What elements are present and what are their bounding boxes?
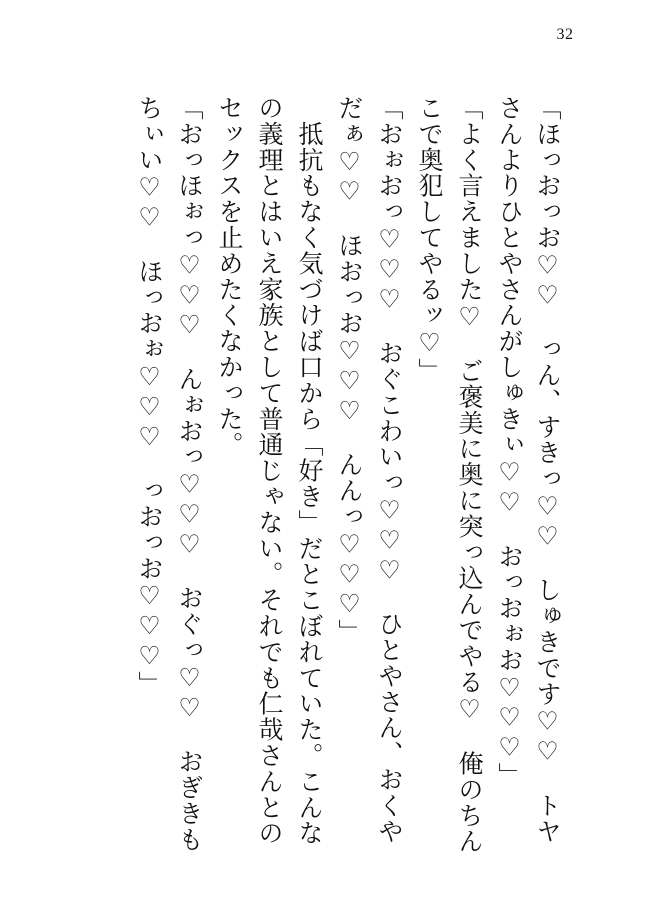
text-column: 抵抗もなく気づけば口から「好き」だとこぼれていた。こんな bbox=[295, 95, 324, 847]
text-column: セックスを止めたくなかった。 bbox=[215, 95, 244, 458]
page-number: 32 bbox=[556, 26, 574, 43]
text-column: の義理とはいえ家族として普通じゃない。それでも仁哉さんとの bbox=[255, 95, 284, 847]
text-column: だぁ♡♡ ほおっお♡♡♡ んんっ♡♡♡」 bbox=[335, 95, 364, 645]
text-column: 「よく言えました♡ ご褒美に奥に突っ込んでやる♡ 俺のちん bbox=[455, 95, 484, 855]
text-column: 「おぉおっ♡♡♡ おぐこわいっ♡♡♡ ひとやさん、おくや bbox=[375, 95, 404, 845]
text-column: さんよりひとやさんがしゅきぃ♡♡ おっおぉお♡♡♡」 bbox=[495, 95, 524, 789]
text-column: こで奥犯してやるッ♡」 bbox=[415, 95, 444, 384]
text-column: 「おっほぉっ♡♡♡ んぉおっ♡♡♡ おぐっ♡♡ おぎきも bbox=[175, 95, 204, 853]
text-column: 「ほっおっお♡♡ っん、すきっ♡♡ しゅきです♡♡ トヤ bbox=[533, 95, 562, 845]
text-column: ちぃい♡♡ ほっおぉ♡♡♡ っおっお♡♡♡」 bbox=[135, 95, 164, 697]
